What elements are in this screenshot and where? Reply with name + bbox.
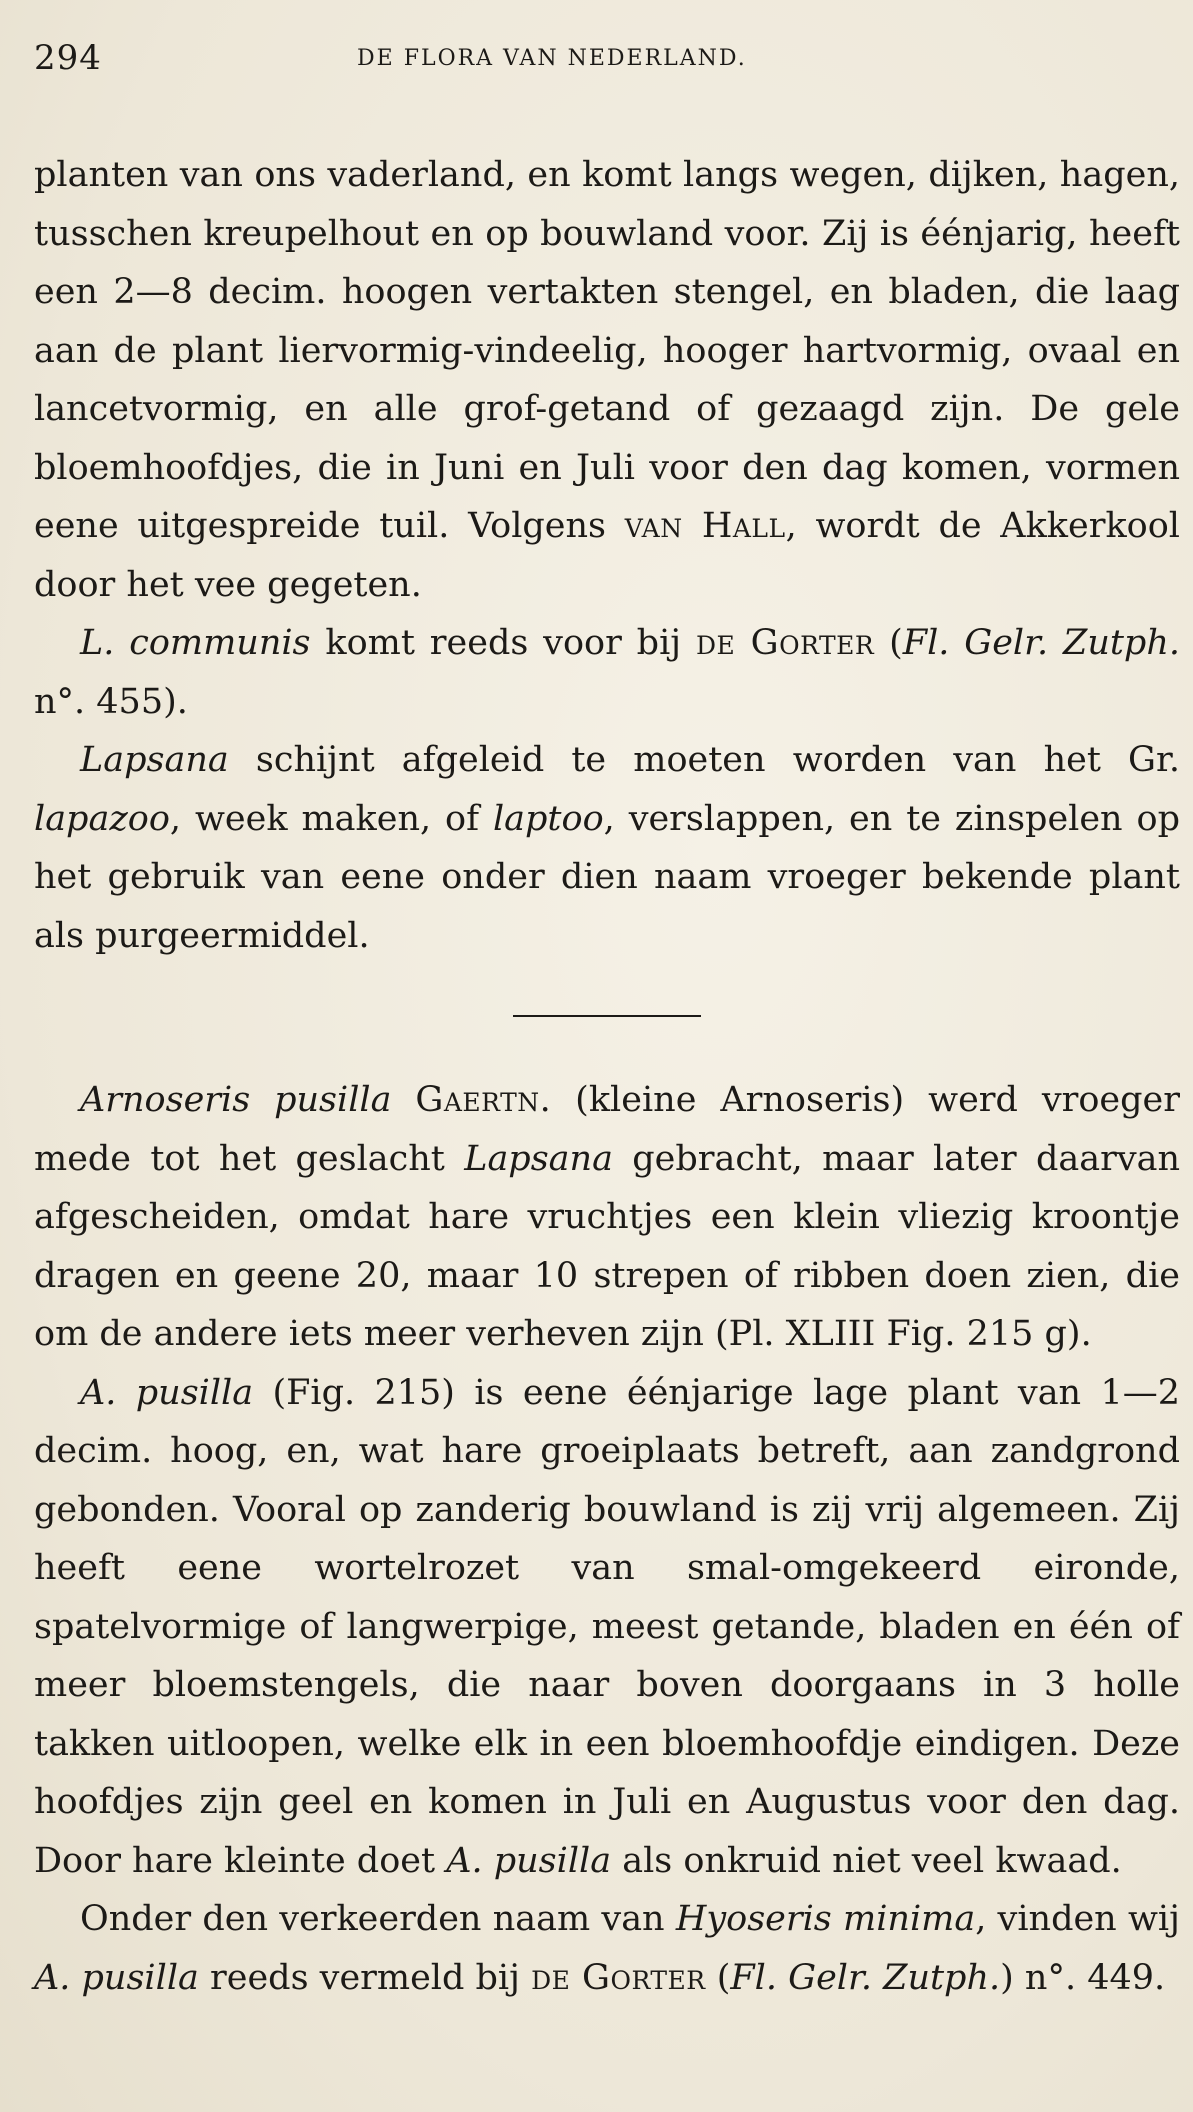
species-name: A. pusilla	[446, 1840, 612, 1881]
species-name: L. communis	[80, 623, 311, 663]
literature-reference: Fl. Gelr. Zutph.	[902, 623, 1181, 663]
author-name: de Gorter	[696, 623, 875, 663]
paragraph-2: L. communis komt reeds voor bij de Gorter (Fl. Gelr. Zutph. n°. 455).	[34, 623, 1181, 722]
greek-word: laptoo	[492, 798, 604, 839]
genus-name: Lapsana	[80, 740, 229, 780]
species-name: Arnoseris pusilla	[80, 1080, 392, 1120]
genus-name: Lapsana	[464, 1138, 613, 1179]
greek-word: lapazoo	[34, 798, 170, 839]
author-name: de Gorter	[531, 1957, 706, 1998]
running-head: DE FLORA VAN NEDERLAND.	[357, 46, 747, 71]
author-name: van Hall	[624, 506, 786, 546]
author-name: Gaertn.	[415, 1080, 552, 1120]
paragraph-5: A. pusilla (Fig. 215) is eene éénjarige lage plant van 1—2 decim. hoog, en, wat hare groeiplaats betreft, aan zandgrond gebonden. Vooral op zanderig bouwland is zij vrij algemeen. Zij heeft eene wortelrozet van smal-omgekeerd eironde, spatelvormige of langwerpige, meest getande, bladen en één of meer bloemstengels, die naar boven doorgaans in 3 holle takken uitloopen, welke elk in een bloemhoofdje eindigen. Deze hoofdjes zijn geel en komen in Juli en Augustus voor den dag. Door hare kleinte doet A. pusilla als onkruid niet veel kwaad.	[34, 1372, 1180, 1881]
page-header	[34, 30, 1180, 86]
paragraph-4: Arnoseris pusilla Gaertn. (kleine Arnoseris) werd vroeger mede tot het geslacht Lapsana gebracht, maar later daarvan afgescheiden, omdat hare vruchtjes een klein vliezig kroontje dragen en geene 20, maar 10 strepen of ribben doen zien, die om de andere iets meer verheven zijn (Pl. XLIII Fig. 215 g).	[34, 1080, 1180, 1354]
species-name: Hyoseris minima	[675, 1899, 976, 1939]
species-name: A. pusilla	[80, 1372, 254, 1413]
body-text	[34, 146, 1180, 2007]
paragraph-6: Onder den verkeerden naam van Hyoseris minima, vinden wij A. pusilla reeds vermeld bij de Gorter (Fl. Gelr. Zutph.) n°. 449.	[34, 1899, 1180, 1998]
literature-reference: Fl. Gelr. Zutph.	[730, 1957, 1001, 1998]
species-name: A. pusilla	[34, 1957, 199, 1998]
paragraph-1: planten van ons vaderland, en komt langs wegen, dijken, hagen, tusschen kreupelhout en op bouwland voor. Zij is éénjarig, heeft een 2—8 decim. hoogen vertakten stengel, en bladen, die laag aan de plant liervormig-vindeelig, hooger hartvormig, ovaal en lancetvormig, en alle grof-getand of gezaagd zijn. De gele bloemhoofdjes, die in Juni en Juli voor den dag komen, vormen eene uitgespreide tuil. Volgens van Hall, wordt de Akkerkool door het vee gegeten.	[34, 155, 1180, 605]
page-number: 294	[34, 38, 102, 78]
paragraph-3: Lapsana schijnt afgeleid te moeten worden van het Gr. lapazoo, week maken, of laptoo, verslappen, en te zinspelen op het gebruik van eene onder dien naam vroeger bekende plant als purgeermiddel.	[34, 740, 1180, 956]
book-page	[34, 30, 1180, 2007]
section-divider	[513, 1015, 701, 1017]
